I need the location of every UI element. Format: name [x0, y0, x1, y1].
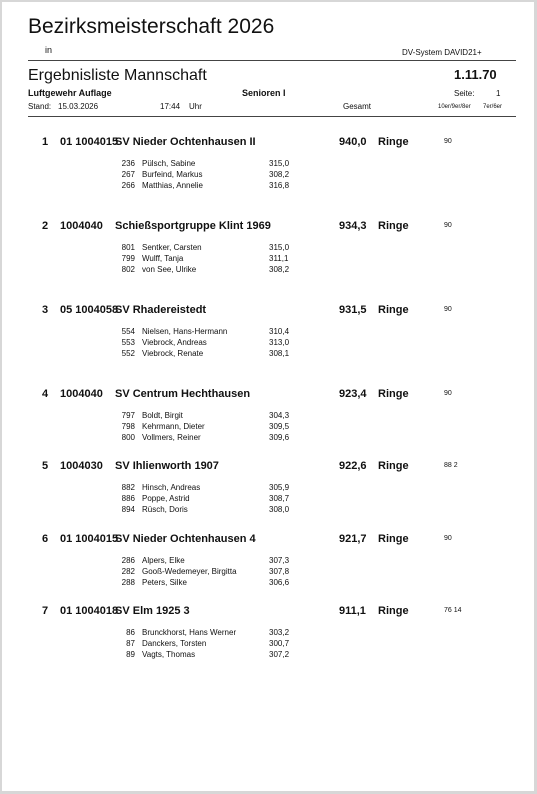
member-score: 308,1 [269, 349, 290, 358]
member-row [2, 483, 534, 494]
member-row [2, 349, 534, 360]
member-number: 552 [121, 349, 135, 358]
version-label: 1.11.70 [454, 67, 497, 82]
member-row [2, 254, 534, 265]
member-row [2, 338, 534, 349]
team-rank: 4 [42, 388, 49, 400]
member-name: Brunckhorst, Hans Werner [142, 628, 237, 637]
member-score: 308,0 [269, 505, 290, 514]
status-date: 15.03.2026 [58, 102, 99, 111]
member-number: 87 [126, 639, 135, 648]
team-name: SV Centrum Hechthausen [115, 388, 251, 400]
member-number: 236 [121, 159, 135, 168]
team-name: SV Ihlienworth 1907 [115, 460, 219, 472]
header-rule-top [28, 60, 516, 61]
team-total: 922,6 [339, 460, 367, 472]
member-number: 882 [121, 483, 135, 492]
member-number: 554 [121, 327, 135, 336]
member-row [2, 567, 534, 578]
member-number: 800 [121, 433, 135, 442]
member-name: Wulff, Tanja [142, 254, 184, 263]
member-number: 286 [121, 556, 135, 565]
member-score: 311,1 [269, 254, 289, 263]
member-number: 553 [121, 338, 135, 347]
member-row [2, 628, 534, 639]
team-name: SV Nieder Ochtenhausen 4 [115, 533, 256, 545]
team-id: 05 1004058 [60, 304, 119, 316]
member-score: 300,7 [269, 639, 290, 648]
status-label: Stand: [28, 102, 52, 111]
team-id: 1004040 [60, 220, 103, 232]
member-name: Sentker, Carsten [142, 243, 202, 252]
team-total: 923,4 [339, 388, 367, 400]
member-score: 310,4 [269, 327, 290, 336]
team-ring-details: 90 [444, 535, 452, 542]
team-ring-details: 76 14 [444, 607, 462, 614]
team-unit: Ringe [378, 304, 409, 316]
member-name: Poppe, Astrid [142, 494, 190, 503]
member-score: 303,2 [269, 628, 290, 637]
member-number: 802 [121, 265, 135, 274]
team-ring-details: 90 [444, 306, 452, 313]
total-column-header: Gesamt [343, 102, 372, 111]
report-title: Ergebnisliste Mannschaft [28, 67, 207, 84]
team-id: 1004040 [60, 388, 103, 400]
member-row [2, 556, 534, 567]
member-score: 307,3 [269, 556, 290, 565]
team-ring-details: 90 [444, 138, 452, 145]
member-number: 799 [121, 254, 135, 263]
member-row [2, 433, 534, 444]
member-row [2, 327, 534, 338]
team-rank: 3 [42, 304, 49, 316]
member-score: 305,9 [269, 483, 290, 492]
team-unit: Ringe [378, 220, 409, 232]
member-number: 266 [121, 181, 135, 190]
member-number: 797 [121, 411, 135, 420]
member-score: 313,0 [269, 338, 290, 347]
system-label: DV-System DAVID21+ [402, 48, 482, 57]
member-name: Rüsch, Doris [142, 505, 188, 514]
member-score: 308,7 [269, 494, 290, 503]
team-total: 934,3 [339, 220, 367, 232]
team-rank: 1 [42, 136, 49, 148]
location-label: in [45, 45, 53, 55]
team-name: SV Nieder Ochtenhausen II [115, 136, 256, 148]
member-score: 307,2 [269, 650, 290, 659]
ring-count-column-header: 10er/9er/8er [438, 104, 471, 110]
team-unit: Ringe [378, 605, 409, 617]
team-id: 01 1004015 [60, 533, 119, 545]
member-score: 308,2 [269, 170, 290, 179]
member-name: Viebrock, Andreas [142, 338, 207, 347]
page-label: Seite: [454, 89, 475, 98]
team-ring-details: 88 2 [444, 462, 458, 469]
member-name: von See, Ulrike [142, 265, 197, 274]
team-ring-details: 90 [444, 222, 452, 229]
page-number: 1 [496, 89, 501, 98]
member-score: 316,8 [269, 181, 290, 190]
member-score: 315,0 [269, 159, 290, 168]
member-number: 288 [121, 578, 135, 587]
member-name: Peters, Silke [142, 578, 187, 587]
member-number: 267 [121, 170, 135, 179]
member-row [2, 170, 534, 181]
class-label: Senioren I [242, 88, 286, 98]
team-unit: Ringe [378, 533, 409, 545]
member-name: Danckers, Torsten [142, 639, 207, 648]
member-score: 307,8 [269, 567, 290, 576]
member-score: 306,6 [269, 578, 290, 587]
member-name: Hinsch, Andreas [142, 483, 201, 492]
status-time-unit: Uhr [189, 102, 202, 111]
team-id: 1004030 [60, 460, 103, 472]
status-time: 17:44 [160, 102, 181, 111]
team-total: 911,1 [339, 605, 366, 617]
team-total: 940,0 [339, 136, 367, 148]
member-score: 309,6 [269, 433, 290, 442]
team-id: 01 1004015 [60, 136, 119, 148]
member-name: Alpers, Elke [142, 556, 185, 565]
team-name: Schießsportgruppe Klint 1969 [115, 220, 271, 232]
member-score: 308,2 [269, 265, 290, 274]
member-name: Viebrock, Renate [142, 349, 204, 358]
member-row [2, 650, 534, 661]
member-name: Gooß-Wedemeyer, Birgitta [142, 567, 237, 576]
member-name: Matthias, Annelie [142, 181, 203, 190]
team-unit: Ringe [378, 136, 409, 148]
member-name: Pülsch, Sabine [142, 159, 196, 168]
team-rank: 6 [42, 533, 49, 545]
team-rank: 5 [42, 460, 49, 472]
member-row [2, 181, 534, 192]
member-number: 886 [121, 494, 135, 503]
team-unit: Ringe [378, 388, 409, 400]
page-title: Bezirksmeisterschaft 2026 [28, 15, 275, 38]
member-name: Boldt, Birgit [142, 411, 183, 420]
member-row [2, 494, 534, 505]
member-row [2, 505, 534, 516]
member-number: 89 [126, 650, 135, 659]
member-row [2, 243, 534, 254]
member-name: Vollmers, Reiner [142, 433, 201, 442]
header-rule-bottom [28, 116, 516, 117]
member-score: 304,3 [269, 411, 290, 420]
team-id: 01 1004018 [60, 605, 119, 617]
team-unit: Ringe [378, 460, 409, 472]
member-number: 798 [121, 422, 135, 431]
document-page [2, 2, 534, 791]
discipline-label: Luftgewehr Auflage [28, 88, 112, 98]
member-score: 315,0 [269, 243, 290, 252]
member-row [2, 265, 534, 276]
member-number: 86 [126, 628, 135, 637]
member-number: 894 [121, 505, 135, 514]
member-row [2, 422, 534, 433]
team-ring-details: 90 [444, 390, 452, 397]
team-name: SV Rhadereistedt [115, 304, 207, 316]
member-name: Kehrmann, Dieter [142, 422, 205, 431]
member-row [2, 639, 534, 650]
team-rank: 2 [42, 220, 49, 232]
member-row [2, 159, 534, 170]
member-row [2, 578, 534, 589]
ring-count-column-header-2: 7er/6er [483, 104, 503, 110]
team-total: 931,5 [339, 304, 367, 316]
team-total: 921,7 [339, 533, 367, 545]
member-score: 309,5 [269, 422, 290, 431]
member-name: Vagts, Thomas [142, 650, 196, 659]
member-name: Nielsen, Hans-Hermann [142, 327, 228, 336]
team-name: SV Elm 1925 3 [115, 605, 190, 617]
team-rank: 7 [42, 605, 49, 617]
member-row [2, 411, 534, 422]
member-number: 282 [121, 567, 135, 576]
member-name: Burfeind, Markus [142, 170, 203, 179]
member-number: 801 [121, 243, 135, 252]
